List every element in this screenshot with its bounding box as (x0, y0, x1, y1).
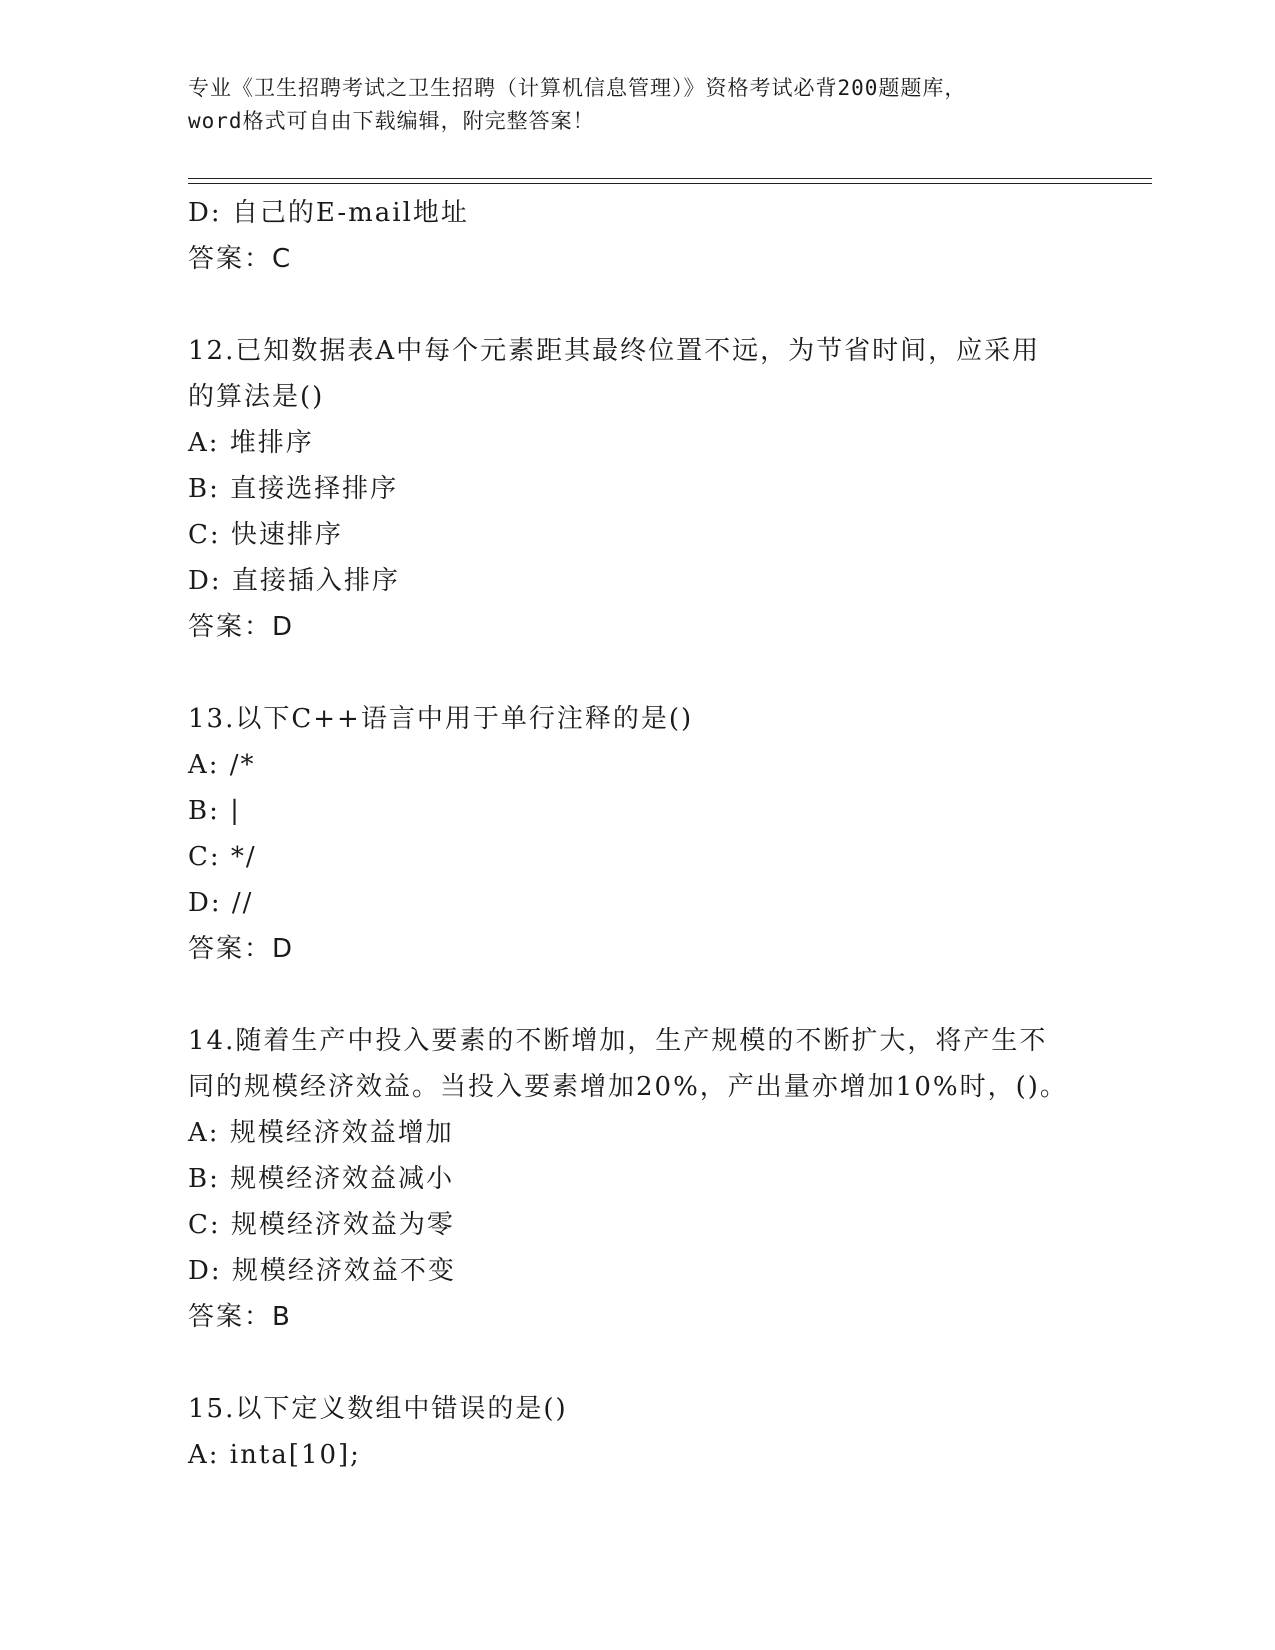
spacer (188, 650, 1088, 696)
option-b: B: 直接选择排序 (188, 474, 399, 504)
option-c: C: */ (188, 842, 257, 872)
option-b: B: | (188, 796, 241, 826)
question-list (188, 190, 1088, 1478)
answer-line: 答案：D (188, 934, 295, 964)
option-c: C: 快速排序 (188, 520, 343, 550)
spacer (188, 972, 1088, 1018)
question-13 (188, 696, 1088, 972)
header-title-line-2: word格式可自由下载编辑，附完整答案！ (188, 109, 595, 133)
question-stem-continued: 的算法是() (188, 382, 325, 412)
spacer (188, 282, 1088, 328)
answer-line: 答案：D (188, 612, 295, 642)
option-d: D: 自己的E-mail地址 (188, 198, 469, 228)
option-a: A: 规模经济效益增加 (188, 1118, 454, 1148)
header-divider-bottom (188, 183, 1152, 184)
question-stem: 13.以下C++语言中用于单行注释的是() (188, 704, 694, 734)
option-a: A: /* (188, 750, 256, 780)
option-c: C: 规模经济效益为零 (188, 1210, 455, 1240)
option-a: A: 堆排序 (188, 428, 314, 458)
question-15 (188, 1386, 1088, 1478)
option-b: B: 规模经济效益减小 (188, 1164, 455, 1194)
option-a: A: inta[10]; (188, 1440, 361, 1470)
option-d: D: 规模经济效益不变 (188, 1256, 456, 1286)
option-d: D: 直接插入排序 (188, 566, 400, 596)
header-title-line-1: 专业《卫生招聘考试之卫生招聘（计算机信息管理）》资格考试必背200题题库， (188, 76, 967, 100)
question-14 (188, 1018, 1088, 1340)
document-header (188, 72, 1088, 138)
spacer (188, 1340, 1088, 1386)
header-divider-top (188, 178, 1152, 179)
answer-line: 答案：B (188, 1302, 292, 1332)
question-12 (188, 328, 1088, 650)
question-stem-continued: 同的规模经济效益。当投入要素增加20%，产出量亦增加10%时，()。 (188, 1072, 1068, 1102)
option-d: D: // (188, 888, 254, 918)
question-stem: 15.以下定义数组中错误的是() (188, 1394, 568, 1424)
question-stem: 14.随着生产中投入要素的不断增加，生产规模的不断扩大，将产生不 (188, 1026, 1048, 1056)
answer-line: 答案：C (188, 244, 293, 274)
question-stem: 12.已知数据表A中每个元素距其最终位置不远，为节省时间，应采用 (188, 336, 1041, 366)
